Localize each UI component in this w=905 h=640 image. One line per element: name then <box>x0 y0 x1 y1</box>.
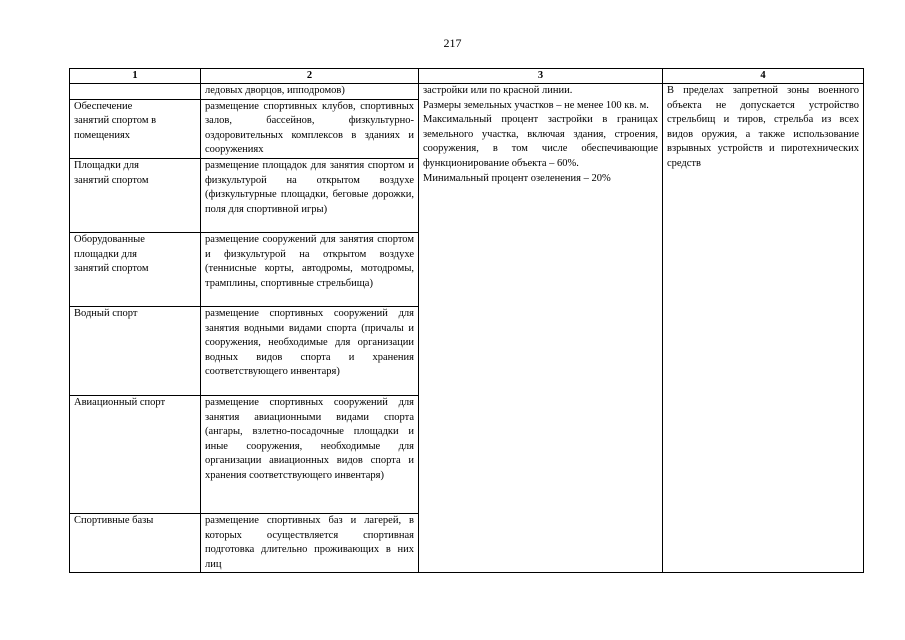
row-description: размещение спортивных баз и лагерей, в которых осуществляется спортивная подготовка длительно проживающих в них лиц <box>201 513 419 572</box>
general-parameters-cell <box>419 84 663 573</box>
row-name: Площадки для занятий спортом <box>70 158 201 232</box>
row-description: размещение площадок для занятия спортом и физкультурой на открытом воздухе (физкультурные площадки, беговые дорожки, поля для спортивной игры) <box>201 158 419 232</box>
table-row <box>70 84 864 100</box>
restrictions-cell <box>663 84 864 573</box>
row-name: Авиационный спорт <box>70 395 201 513</box>
parameter-text: Максимальный процент застройки в границах земельного участка, включая здания, строения, сооружения, в том числе обеспечивающие функционирование объекта – 60%. <box>423 114 658 169</box>
table-header-row <box>70 69 864 84</box>
column-header-2: 2 <box>201 69 419 84</box>
row-name: Оборудованные площадки для занятий спортом <box>70 232 201 306</box>
row-description: размещение сооружений для занятия спортом и физкультурой на открытом воздухе (теннисные корты, автодромы, мотодромы, трамплины, спортивные стрельбища) <box>201 232 419 306</box>
column-header-3: 3 <box>419 69 663 84</box>
row-description: размещение спортивных сооружений для занятия водными видами спорта (причалы и сооружения, необходимые для организации водных видов спорта и хранения соответствующего инвентаря) <box>201 306 419 395</box>
parameter-text: застройки или по красной линии. <box>423 85 573 96</box>
page-number: 217 <box>443 36 462 50</box>
row-name <box>70 84 201 100</box>
row-description: размещение спортивных сооружений для занятия авиационными видами спорта (ангары, взлетно-посадочные площадки и иные сооружения, необходимые для организации авиационных видов спорта и хранения соответствующего инвентаря) <box>201 395 419 513</box>
row-name: Спортивные базы <box>70 513 201 572</box>
restriction-text: В пределах запретной зоны военного объекта не допускается устройство стрельбищ и тиров, стрельба из всех видов оружия, а также использование взрывных устройств и пиротехнических средств <box>667 85 859 169</box>
regulations-table <box>69 68 864 573</box>
row-description: ледовых дворцов, ипподромов) <box>201 84 419 100</box>
row-name: Водный спорт <box>70 306 201 395</box>
column-header-4: 4 <box>663 69 864 84</box>
column-header-1: 1 <box>70 69 201 84</box>
row-name: Обеспечение занятий спортом в помещениях <box>70 99 201 158</box>
parameter-text: Размеры земельных участков – не менее 100 кв. м. <box>423 99 649 111</box>
row-description: размещение спортивных клубов, спортивных залов, бассейнов, физкультурно-оздоровительных комплексов в зданиях и сооружениях <box>201 99 419 158</box>
parameter-text: Минимальный процент озеленения – 20% <box>423 172 611 184</box>
